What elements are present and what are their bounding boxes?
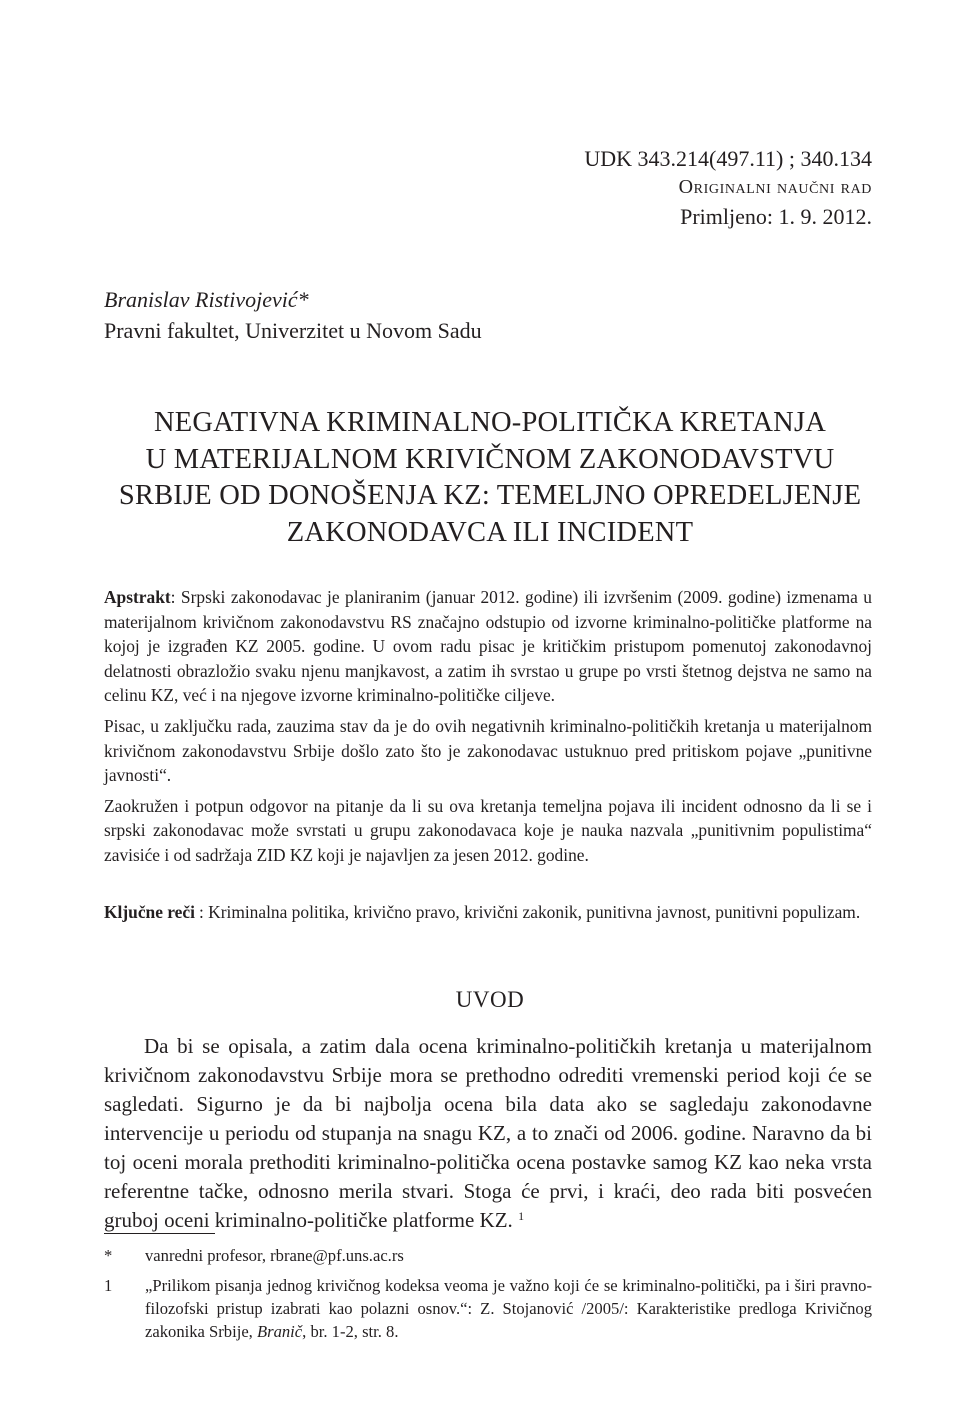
footnote-mark: * xyxy=(104,1246,113,1265)
keywords-label: Ključne reči xyxy=(104,902,195,922)
title-line: ZAKONODAVCA ILI INCIDENT xyxy=(286,516,694,548)
footnote-reference[interactable]: 1 xyxy=(518,1209,525,1223)
keywords-text: : Kriminalna politika, krivično pravo, krivični zakonik, punitivna javnost, punitivni populizam. xyxy=(198,902,861,922)
journal-name: Branič xyxy=(256,1322,303,1341)
paper-title xyxy=(100,405,880,551)
abstract xyxy=(104,585,872,874)
abstract-label: Apstrakt xyxy=(104,587,171,607)
title-line: NEGATIVNA KRIMINALNO-POLITIČKA KRETANJA xyxy=(153,407,827,438)
paper-type: Originalni naučni rad xyxy=(678,176,872,198)
footnote-separator xyxy=(104,1233,215,1234)
abstract-paragraph: Pisac, u zaključku rada, zauzima stav da je do ovih negativnih kriminalno-političkih kretanja u materijalnom krivičnom zakonodavstvu Srbije došlo zato što je zakonodavac ustuknuo pred pritiskom pojave „punitivne javnosti“. xyxy=(104,715,872,786)
body-text xyxy=(104,1032,872,1235)
udk-code: UDK 343.214(497.11) ; 340.134 xyxy=(584,146,872,171)
title-line: SRBIJE OD DONOŠENJA KZ: TEMELJNO OPREDELJENJE xyxy=(118,480,862,511)
received-date: Primljeno: 1. 9. 2012. xyxy=(680,204,872,229)
author-block xyxy=(104,284,482,346)
body-paragraph xyxy=(104,1032,872,1235)
abstract-paragraph: Zaokružen i potpun odgovor na pitanje da li su ova kretanja temeljna pojava ili incident odnosno da li se i srpski zakonodavac može svrstati u grupu zakonodavaca koje je nauka nazvala „punitivnim populistima“ zavisiće i od sadržaja ZID KZ koji je najavljen za jesen 2012. godine. xyxy=(104,795,872,865)
footnote-citation: „Prilikom pisanja jednog krivičnog kodeksa veoma je važno koji će se kriminalno-politički, pa i širi pravno-filozofski pristup izabrati kao polazni osnov.“: Z. Stojanović /2005/: Karakteristike predloga Krivičnog zakonika Srbije, xyxy=(145,1276,872,1341)
article-metadata xyxy=(584,144,872,231)
section-heading: UVOD xyxy=(455,987,525,1012)
body-paragraph-text: Da bi se opisala, a zatim dala ocena kriminalno-političkih kretanja u materijalnom krivičnom zakonodavstvu Srbije mora se prethodno odrediti vremenski period koji će se sagledati. Sigurno je da bi najbolja ocena bila data ako se sagledaju zakonodavne intervencije u periodu od stupanja na snagu KZ, a to znači od 2006. godine. Naravno da bi toj oceni morala prethoditi kriminalno-politička ocena postavke samog KZ kao neka vrsta referentne tačke, odnosno merila stvari. Stoga će prvi, i kraći, deo rada biti posvećen gruboj oceni kriminalno-političke platforme KZ. xyxy=(104,1034,872,1232)
footnote-text xyxy=(145,1274,872,1343)
footnote-citation-end: , br. 1-2, str. 8. xyxy=(302,1322,399,1341)
keywords xyxy=(104,900,872,925)
abstract-text: : Srpski zakonodavac je planiranim (januar 2012. godine) ili izvršenim (2009. godine) izmenama u materijalnom krivičnom zakonodavstvu RS značajno odstupio od izvorne kriminalno-političke platforme na kojoj je izgrađen KZ 2005. godine. U ovom radu pisac je kritičkim pristupom pomenutoj zakonodavnoj delatnosti obrazložio svaku njenu manjkavost, a zatim ih svrstao u grupe po vrsti štetnog dejstva ne samo na celinu KZ, već i na njegove izvorne kriminalno-političke ciljeve. xyxy=(104,587,872,706)
footnote-item xyxy=(104,1274,872,1343)
author-affiliation: Pravni fakultet, Univerzitet u Novom Sadu xyxy=(104,318,482,343)
title-line: U MATERIJALNOM KRIVIČNOM ZAKONODAVSTVU xyxy=(145,443,835,475)
footnote-text: vanredni profesor, rbrane@pf.uns.ac.rs xyxy=(145,1246,404,1265)
abstract-paragraph xyxy=(104,585,872,708)
footnote-item xyxy=(104,1244,872,1267)
author-name: Branislav Ristivojević* xyxy=(104,287,309,312)
footnote-mark: 1 xyxy=(104,1276,113,1295)
footnotes xyxy=(104,1244,872,1350)
